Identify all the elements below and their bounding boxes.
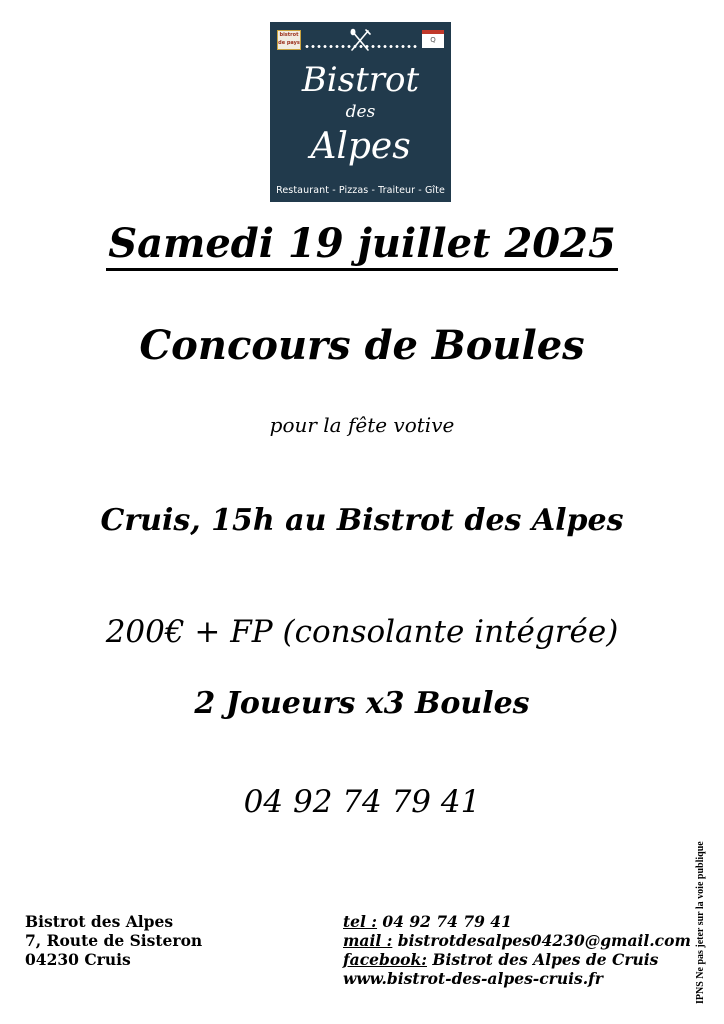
footer-city: 04230 Cruis bbox=[25, 950, 131, 969]
logo-tagline: Restaurant - Pizzas - Traiteur - Gîte bbox=[276, 185, 445, 196]
logo-line3: Alpes bbox=[310, 126, 411, 167]
footer-facebook[interactable] bbox=[343, 950, 691, 969]
event-title: Concours de Boules bbox=[139, 322, 585, 369]
event-date: Samedi 19 juillet 2025 bbox=[0, 220, 724, 267]
event-place-time: Cruis, 15h au Bistrot des Alpes bbox=[100, 503, 624, 538]
bistrot-logo bbox=[270, 22, 451, 202]
legal-notice: IPNS Ne pas jeter sur la voie publique bbox=[695, 841, 706, 1004]
utensils-icon bbox=[346, 28, 374, 52]
tel-value: 04 92 74 79 41 bbox=[377, 912, 512, 931]
event-prize: 200€ + FP (consolante intégrée) bbox=[105, 614, 619, 650]
facebook-label: facebook: bbox=[343, 950, 427, 969]
footer-contacts bbox=[343, 912, 691, 988]
footer-address bbox=[25, 912, 202, 969]
footer-tel[interactable] bbox=[343, 912, 691, 931]
quality-badge: Q bbox=[422, 30, 444, 48]
logo-line2: des bbox=[345, 102, 376, 122]
event-format: 2 Joueurs x3 Boules bbox=[194, 686, 530, 721]
tel-label: tel : bbox=[343, 912, 378, 931]
footer-website[interactable]: www.bistrot-des-alpes-cruis.fr bbox=[343, 969, 603, 988]
facebook-value: Bistrot des Alpes de Cruis bbox=[427, 950, 659, 969]
footer-mail[interactable] bbox=[343, 931, 691, 950]
event-phone: 04 92 74 79 41 bbox=[243, 784, 481, 820]
logo-line1: Bistrot bbox=[301, 60, 420, 100]
mail-label: mail : bbox=[343, 931, 393, 950]
footer-street: 7, Route de Sisteron bbox=[25, 931, 203, 950]
mail-value: bistrotdesalpes04230@gmail.com bbox=[392, 931, 691, 950]
event-subtitle: pour la fête votive bbox=[269, 413, 455, 437]
footer-name: Bistrot des Alpes bbox=[25, 912, 174, 931]
bistrot-de-pays-badge: bistrot de pays bbox=[277, 30, 301, 50]
